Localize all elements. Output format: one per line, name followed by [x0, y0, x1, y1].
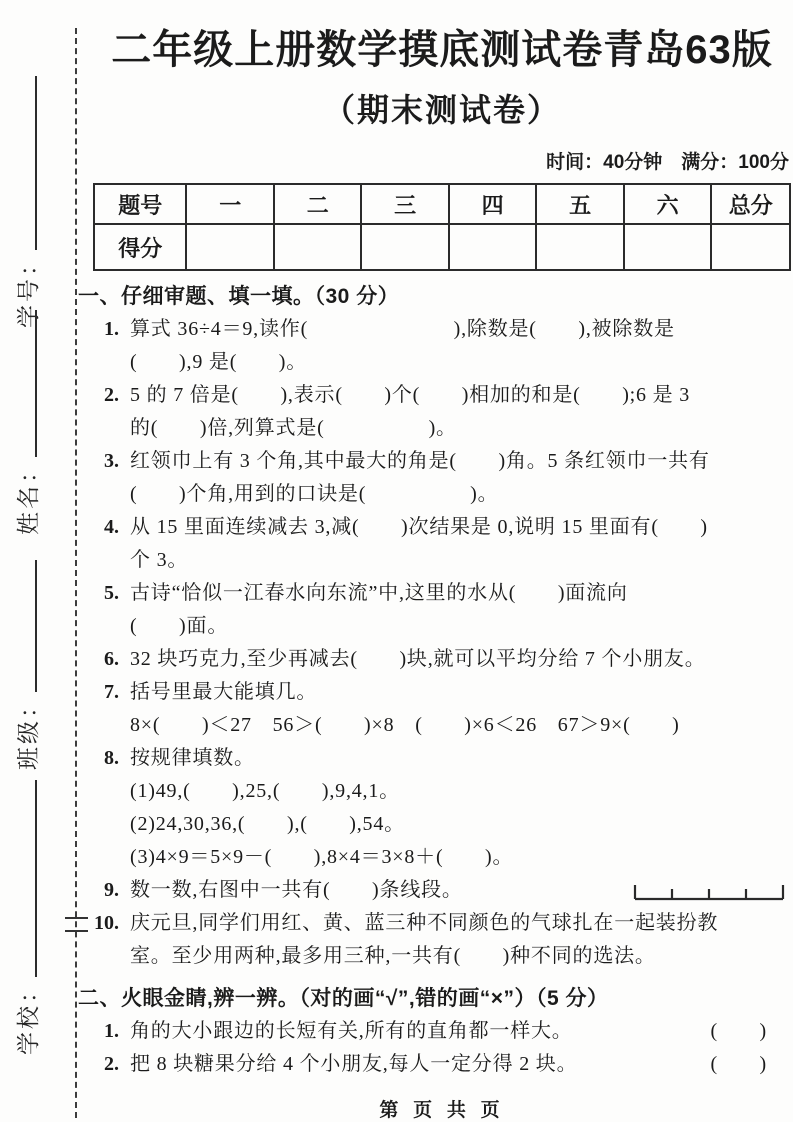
- tf-statement: 把 8 块糖果分给 4 个小朋友,每人一定分得 2 块。: [130, 1053, 578, 1075]
- score-header-cell: 四: [449, 184, 536, 224]
- seal-dashed-line: [75, 28, 77, 1118]
- question-line: ( )面。: [130, 615, 229, 637]
- line-segment-figure: [633, 878, 785, 902]
- tf-statement: 角的大小跟边的长短有关,所有的直角都一样大。: [130, 1020, 573, 1042]
- question-number: 2.: [104, 384, 119, 406]
- question-line: ( )个角,用到的口诀是( )。: [130, 483, 499, 505]
- student-name-field: [6, 310, 46, 535]
- student-id-write-line: [35, 76, 37, 250]
- score-empty-cell: [711, 224, 790, 270]
- score-header-cell: 总分: [711, 184, 790, 224]
- score-header-cell: 五: [536, 184, 623, 224]
- page-footer: 第 页 共 页: [379, 1100, 505, 1121]
- question-line: [130, 1048, 791, 1081]
- question-number: 5.: [104, 582, 119, 604]
- score-empty-cell: [361, 224, 448, 270]
- question-number: 8.: [104, 747, 119, 769]
- question-10: [93, 907, 791, 973]
- question-number: 1.: [104, 1020, 119, 1042]
- section1-heading: 一、仔细审题、填一填。（30 分）: [78, 285, 400, 308]
- score-empty-cell: [624, 224, 712, 270]
- question-text: 数一数,右图中一共有( )条线段。: [130, 879, 463, 901]
- question-number: 2.: [104, 1053, 119, 1075]
- score-table: [93, 183, 791, 271]
- question-3: [93, 445, 791, 511]
- question-number: 10.: [94, 912, 119, 934]
- question-line: [130, 874, 791, 907]
- student-name-label: 姓名：: [15, 457, 41, 535]
- school-field: [6, 780, 46, 1055]
- question-9: [93, 874, 791, 907]
- score-header-cell: 题号: [94, 184, 186, 224]
- score-empty-cell: [186, 224, 273, 270]
- question-line: 括号里最大能填几。: [130, 681, 318, 703]
- question-number: 7.: [104, 681, 119, 703]
- question-number: 4.: [104, 516, 119, 538]
- score-header-cell: 一: [186, 184, 273, 224]
- student-id-label: 学号：: [15, 250, 41, 328]
- question-number: 6.: [104, 648, 119, 670]
- class-label: 班级：: [15, 692, 41, 770]
- school-label: 学校：: [15, 977, 41, 1055]
- answer-blank: ( ): [710, 1053, 767, 1075]
- question-1: [93, 313, 791, 379]
- class-field: [6, 560, 46, 770]
- question-2: [93, 379, 791, 445]
- tf-item-2: [93, 1048, 791, 1081]
- score-empty-cell: [449, 224, 536, 270]
- answer-blank: ( ): [710, 1020, 767, 1042]
- question-line: 32 块巧克力,至少再减去( )块,就可以平均分给 7 个小朋友。: [130, 648, 706, 670]
- section2-heading: 二、火眼金睛,辨一辨。（对的画“√”,错的画“×”）（5 分）: [78, 987, 609, 1010]
- question-line: ( ),9 是( )。: [130, 351, 308, 373]
- time-score-info: 时间：40分钟 满分：100分: [546, 152, 789, 173]
- score-empty-cell: [274, 224, 361, 270]
- question-line: 室。至少用两种,最多用三种,一共有( )种不同的选法。: [130, 945, 656, 967]
- score-header-cell: 六: [624, 184, 712, 224]
- question-line: [130, 1015, 791, 1048]
- tf-item-1: [93, 1015, 791, 1048]
- score-table-score-row: [94, 224, 790, 270]
- question-line: 5 的 7 倍是( ),表示( )个( )相加的和是( );6 是 3: [130, 384, 691, 406]
- question-5: [93, 577, 791, 643]
- question-6: [93, 643, 791, 676]
- question-line: 按规律填数。: [130, 747, 255, 769]
- question-number: 1.: [104, 318, 119, 340]
- class-write-line: [35, 560, 37, 692]
- score-header-cell: 二: [274, 184, 361, 224]
- question-line: 8×( )＜27 56＞( )×8 ( )×6＜26 67＞9×( ): [130, 714, 680, 736]
- question-line: 个 3。: [130, 549, 189, 571]
- question-7: [93, 676, 791, 742]
- student-id-field: [6, 76, 46, 328]
- question-8: [93, 742, 791, 874]
- question-line: 从 15 里面连续减去 3,减( )次结果是 0,说明 15 里面有( ): [130, 516, 708, 538]
- paper-subtitle: （期末测试卷）: [322, 92, 561, 128]
- score-header-cell: 三: [361, 184, 448, 224]
- score-empty-cell: [536, 224, 623, 270]
- student-name-write-line: [35, 310, 37, 457]
- question-line: 算式 36÷4＝9,读作( ),除数是( ),被除数是: [130, 318, 675, 340]
- score-row-label: 得分: [94, 224, 186, 270]
- question-line: 红领巾上有 3 个角,其中最大的角是( )角。5 条红领巾一共有: [130, 450, 710, 472]
- question-line: 的( )倍,列算式是( )。: [130, 417, 457, 439]
- question-4: [93, 511, 791, 577]
- school-write-line: [35, 780, 37, 977]
- score-table-header-row: [94, 184, 790, 224]
- question-subline: (2)24,30,36,( ),( ),54。: [130, 813, 405, 835]
- fold-mark: [65, 917, 88, 932]
- paper-title: 二年级上册数学摸底测试卷青岛63版: [111, 28, 773, 72]
- question-line: 庆元旦,同学们用红、黄、蓝三种不同颜色的气球扎在一起装扮教: [130, 912, 719, 934]
- question-subline: (3)4×9＝5×9－( ),8×4＝3×8＋( )。: [130, 846, 514, 868]
- question-number: 3.: [104, 450, 119, 472]
- question-subline: (1)49,( ),25,( ),9,4,1。: [130, 780, 400, 802]
- paper-content: [78, 0, 791, 1122]
- question-number: 9.: [104, 879, 119, 901]
- question-line: 古诗“恰似一江春水向东流”中,这里的水从( )面流向: [130, 582, 628, 604]
